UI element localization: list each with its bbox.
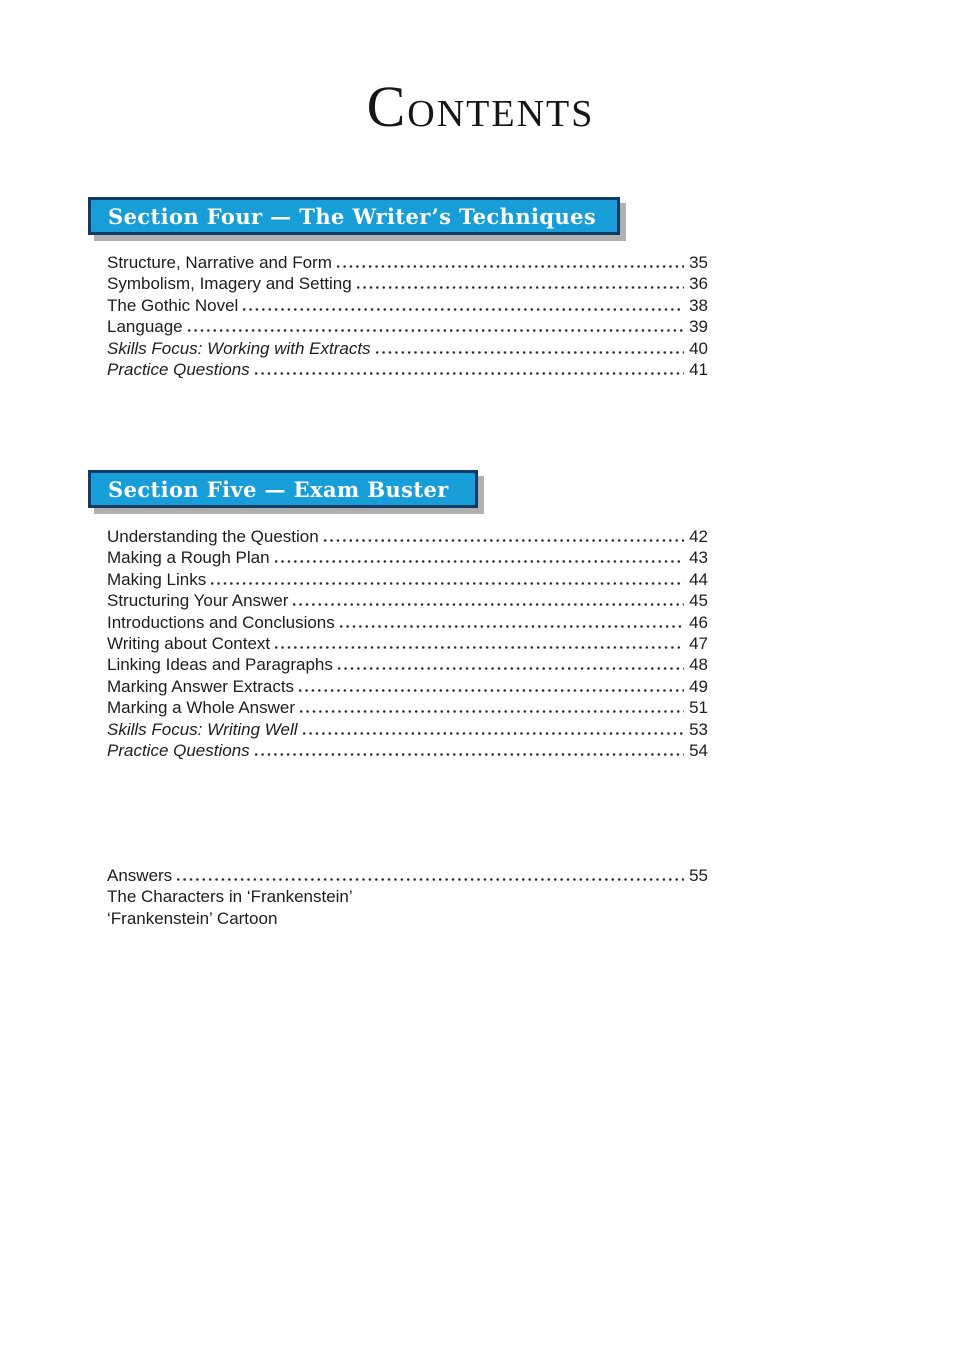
toc-page-number: 43 xyxy=(689,548,708,568)
toc-leader-dots xyxy=(209,582,684,585)
toc-row xyxy=(107,316,708,337)
toc-entry-label: Linking Ideas and Paragraphs xyxy=(107,655,333,675)
toc-page-number: 38 xyxy=(689,295,708,315)
toc-row xyxy=(107,908,708,929)
toc-page-number: 51 xyxy=(689,698,708,718)
section-four-header-box xyxy=(88,197,620,235)
section-four-toc-list xyxy=(107,252,708,380)
toc-entry-label: The Gothic Novel xyxy=(107,295,239,315)
toc-row xyxy=(107,886,708,907)
toc-leader-dots xyxy=(355,286,684,289)
toc-row xyxy=(107,612,708,633)
toc-row xyxy=(107,590,708,611)
toc-row xyxy=(107,252,708,273)
toc-leader-dots xyxy=(338,625,684,628)
toc-leader-dots xyxy=(298,710,684,713)
toc-leader-dots xyxy=(273,560,685,563)
toc-leader-dots xyxy=(335,265,684,268)
toc-entry-label: Practice Questions xyxy=(107,359,250,379)
section-five-toc-list xyxy=(107,526,708,761)
toc-row xyxy=(107,526,708,547)
toc-page-number: 47 xyxy=(689,633,708,653)
toc-leader-dots xyxy=(253,372,684,375)
toc-row xyxy=(107,719,708,740)
toc-page-number: 36 xyxy=(689,274,708,294)
page-title xyxy=(0,74,961,139)
toc-row xyxy=(107,547,708,568)
toc-page-number: 53 xyxy=(689,719,708,739)
toc-leader-dots xyxy=(301,732,685,735)
toc-page-number: 46 xyxy=(689,612,708,632)
toc-entry-label: Making Links xyxy=(107,569,207,589)
page-title-rest: ONTENTS xyxy=(407,93,595,135)
toc-entry-label: Answers xyxy=(107,866,173,885)
toc-entry-label: Structure, Narrative and Form xyxy=(107,253,332,272)
toc-entry-label: Making a Rough Plan xyxy=(107,548,270,568)
toc-entry-label: Writing about Context xyxy=(107,633,271,653)
toc-row xyxy=(107,295,708,316)
toc-row xyxy=(107,865,708,886)
toc-leader-dots xyxy=(241,308,684,311)
toc-entry-label: ‘Frankenstein’ Cartoon xyxy=(107,908,278,928)
toc-entry-label: Skills Focus: Writing Well xyxy=(107,719,298,739)
toc-row xyxy=(107,273,708,294)
toc-row xyxy=(107,338,708,359)
toc-entry-label: Marking Answer Extracts xyxy=(107,676,295,696)
toc-page-number: 54 xyxy=(689,740,708,760)
toc-row xyxy=(107,740,708,761)
toc-row xyxy=(107,359,708,380)
toc-page-number: 35 xyxy=(689,253,708,272)
toc-leader-dots xyxy=(297,689,684,692)
toc-page-number: 44 xyxy=(689,569,708,589)
toc-entry-label: Introductions and Conclusions xyxy=(107,612,335,632)
toc-page-number: 55 xyxy=(689,866,708,885)
toc-row xyxy=(107,633,708,654)
page-title-initial: C xyxy=(366,74,408,139)
toc-page-number: 40 xyxy=(689,338,708,358)
toc-leader-dots xyxy=(186,329,684,332)
toc-entry-label: Symbolism, Imagery and Setting xyxy=(107,274,352,294)
toc-row xyxy=(107,676,708,697)
toc-leader-dots xyxy=(253,753,684,756)
toc-page-number: 42 xyxy=(689,527,708,546)
section-five-header-title: Section Five — Exam Buster xyxy=(108,476,449,502)
toc-entry-label: Practice Questions xyxy=(107,740,250,760)
toc-page-number: 39 xyxy=(689,317,708,337)
toc-entry-label: Understanding the Question xyxy=(107,527,319,546)
toc-row xyxy=(107,569,708,590)
toc-page-number: 41 xyxy=(689,359,708,379)
toc-leader-dots xyxy=(322,539,684,542)
toc-page-number: 45 xyxy=(689,591,708,611)
toc-entry-label: Language xyxy=(107,317,183,337)
toc-leader-dots xyxy=(291,603,684,606)
toc-page-number: 49 xyxy=(689,676,708,696)
toc-leader-dots xyxy=(273,646,684,649)
footer-toc-list xyxy=(107,865,708,929)
toc-entry-label: Structuring Your Answer xyxy=(107,591,289,611)
section-four-header-title: Section Four — The Writer’s Techniques xyxy=(108,203,597,229)
toc-row xyxy=(107,697,708,718)
toc-leader-dots xyxy=(374,351,685,354)
toc-page-number: 48 xyxy=(689,655,708,675)
section-five-header-box xyxy=(88,470,478,508)
toc-entry-label: Marking a Whole Answer xyxy=(107,698,296,718)
toc-entry-label: The Characters in ‘Frankenstein’ xyxy=(107,887,353,907)
toc-leader-dots xyxy=(175,878,684,881)
toc-entry-label: Skills Focus: Working with Extracts xyxy=(107,338,371,358)
toc-row xyxy=(107,654,708,675)
toc-leader-dots xyxy=(336,667,684,670)
